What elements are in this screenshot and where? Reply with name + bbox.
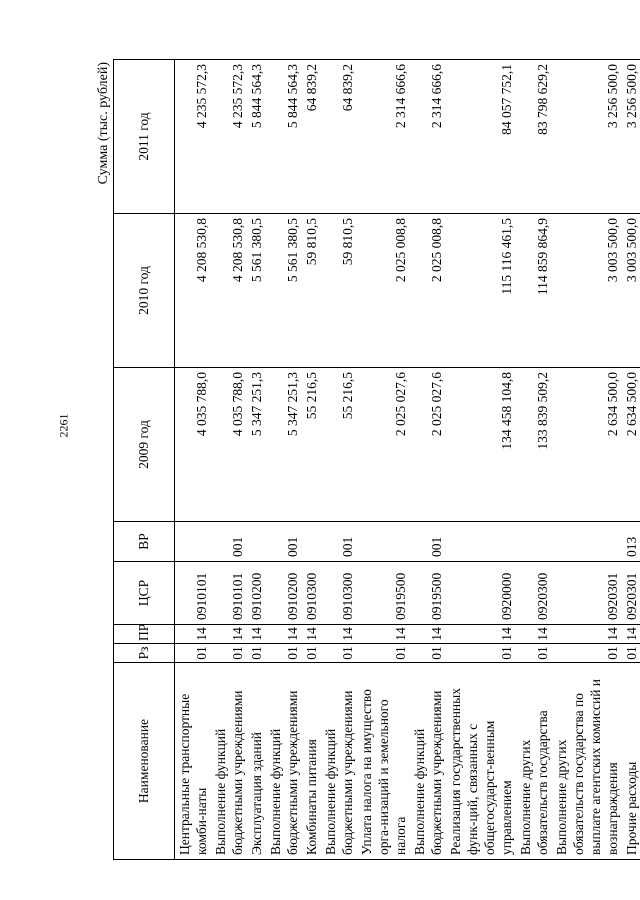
cell-y2009: 4 035 788,0	[175, 368, 212, 522]
cell-rz: 01	[175, 644, 212, 663]
cell-y2011: 3 256 500,0	[622, 60, 640, 214]
cell-y2009: 4 035 788,0	[211, 368, 247, 522]
table-row	[175, 60, 212, 860]
cell-pr: 14	[321, 625, 357, 644]
cell-csr: 0910300	[302, 562, 321, 625]
cell-rz: 01	[266, 644, 302, 663]
cell-y2010: 115 116 461,5	[446, 214, 516, 368]
cell-pr: 14	[357, 625, 410, 644]
cell-vr: 001	[410, 522, 446, 562]
cell-y2009: 134 458 104,8	[446, 368, 516, 522]
cell-pr: 14	[446, 625, 516, 644]
cell-y2010: 5 561 380,5	[247, 214, 266, 368]
cell-name: Выполнение функций бюджетными учреждениями	[211, 663, 247, 860]
cell-y2009: 2 025 027,6	[357, 368, 410, 522]
cell-y2010: 5 561 380,5	[266, 214, 302, 368]
table-header-row	[114, 60, 175, 860]
table-row	[321, 60, 357, 860]
rotated-table-page	[95, 60, 639, 860]
cell-csr: 0920300	[516, 562, 552, 625]
cell-y2009: 133 839 509,2	[516, 368, 552, 522]
cell-y2009: 5 347 251,3	[266, 368, 302, 522]
table-row	[302, 60, 321, 860]
cell-rz: 01	[410, 644, 446, 663]
header-csr: ЦСР	[114, 562, 175, 625]
cell-y2009: 55 216,5	[321, 368, 357, 522]
cell-pr: 14	[302, 625, 321, 644]
cell-vr	[302, 522, 321, 562]
cell-vr: 001	[266, 522, 302, 562]
cell-y2011: 3 256 500,0	[552, 60, 622, 214]
header-pr: ПР	[114, 625, 175, 644]
cell-csr: 0920000	[446, 562, 516, 625]
cell-rz: 01	[302, 644, 321, 663]
cell-name: Выполнение других обязательств государства	[516, 663, 552, 860]
cell-csr: 0910200	[247, 562, 266, 625]
cell-pr: 14	[211, 625, 247, 644]
cell-y2010: 3 003 500,0	[552, 214, 622, 368]
cell-pr: 14	[175, 625, 212, 644]
cell-y2010: 4 208 530,8	[175, 214, 212, 368]
table-row	[410, 60, 446, 860]
cell-rz: 01	[622, 644, 640, 663]
table-row	[446, 60, 516, 860]
cell-name: Комбинаты питания	[302, 663, 321, 860]
cell-pr: 14	[516, 625, 552, 644]
cell-name: Прочие расходы	[622, 663, 640, 860]
cell-y2009: 5 347 251,3	[247, 368, 266, 522]
cell-y2009: 2 634 500,0	[622, 368, 640, 522]
table-row	[247, 60, 266, 860]
table-row	[357, 60, 410, 860]
cell-y2011: 4 235 572,3	[175, 60, 212, 214]
cell-y2010: 114 859 864,9	[516, 214, 552, 368]
header-vr: ВР	[114, 522, 175, 562]
cell-rz: 01	[516, 644, 552, 663]
header-rz: Рз	[114, 644, 175, 663]
table-row	[516, 60, 552, 860]
cell-name: Центральные транспортные комби-наты	[175, 663, 212, 860]
cell-y2010: 2 025 008,8	[357, 214, 410, 368]
cell-vr	[357, 522, 410, 562]
cell-y2011: 64 839,2	[321, 60, 357, 214]
cell-csr: 0919500	[357, 562, 410, 625]
cell-rz: 01	[552, 644, 622, 663]
cell-name: Реализация государственных функ-ций, связанных с общегосударст-венным управлением	[446, 663, 516, 860]
cell-rz: 01	[211, 644, 247, 663]
cell-y2011: 4 235 572,3	[211, 60, 247, 214]
header-2010: 2010 год	[114, 214, 175, 368]
cell-y2011: 2 314 666,6	[410, 60, 446, 214]
cell-csr: 0910101	[175, 562, 212, 625]
cell-csr: 0919500	[410, 562, 446, 625]
cell-name: Выполнение функций бюджетными учреждениями	[266, 663, 302, 860]
cell-name: Выполнение функций бюджетными учреждениями	[410, 663, 446, 860]
cell-vr	[552, 522, 622, 562]
cell-pr: 14	[247, 625, 266, 644]
cell-rz: 01	[321, 644, 357, 663]
units-label: Сумма (тыс. рублей)	[96, 62, 111, 185]
cell-y2011: 64 839,2	[302, 60, 321, 214]
cell-name: Выполнение других обязательств государства по выплате агентских комиссий и вознаграждения	[552, 663, 622, 860]
cell-name: Выполнение функций бюджетными учреждениями	[321, 663, 357, 860]
cell-name: Уплата налога на имущество орга-низаций и земельного налога	[357, 663, 410, 860]
cell-y2011: 5 844 564,3	[247, 60, 266, 214]
header-name: Наименование	[114, 663, 175, 860]
cell-rz: 01	[247, 644, 266, 663]
cell-vr	[247, 522, 266, 562]
cell-pr: 14	[410, 625, 446, 644]
table-row	[266, 60, 302, 860]
cell-csr: 0920301	[552, 562, 622, 625]
cell-pr: 14	[266, 625, 302, 644]
cell-y2009: 2 634 500,0	[552, 368, 622, 522]
cell-y2009: 55 216,5	[302, 368, 321, 522]
cell-vr: 001	[211, 522, 247, 562]
header-2009: 2009 год	[114, 368, 175, 522]
cell-y2011: 83 798 629,2	[516, 60, 552, 214]
cell-vr: 013	[622, 522, 640, 562]
cell-pr: 14	[622, 625, 640, 644]
cell-rz: 01	[446, 644, 516, 663]
page-number: 2261	[56, 413, 71, 438]
cell-csr: 0910300	[321, 562, 357, 625]
table-row	[211, 60, 247, 860]
cell-csr: 0920301	[622, 562, 640, 625]
cell-y2010: 59 810,5	[302, 214, 321, 368]
cell-name: Эксплуатация зданий	[247, 663, 266, 860]
cell-vr: 001	[321, 522, 357, 562]
cell-csr: 0910101	[211, 562, 247, 625]
cell-csr: 0910200	[266, 562, 302, 625]
cell-y2010: 59 810,5	[321, 214, 357, 368]
cell-y2010: 3 003 500,0	[622, 214, 640, 368]
cell-rz: 01	[357, 644, 410, 663]
header-2011: 2011 год	[114, 60, 175, 214]
cell-vr	[175, 522, 212, 562]
cell-y2011: 84 057 752,1	[446, 60, 516, 214]
cell-vr	[516, 522, 552, 562]
cell-y2009: 2 025 027,6	[410, 368, 446, 522]
cell-y2010: 2 025 008,8	[410, 214, 446, 368]
cell-y2011: 5 844 564,3	[266, 60, 302, 214]
cell-vr	[446, 522, 516, 562]
budget-table	[113, 59, 640, 860]
cell-y2011: 2 314 666,6	[357, 60, 410, 214]
table-row	[552, 60, 622, 860]
cell-pr: 14	[552, 625, 622, 644]
table-row	[622, 60, 640, 860]
cell-y2010: 4 208 530,8	[211, 214, 247, 368]
